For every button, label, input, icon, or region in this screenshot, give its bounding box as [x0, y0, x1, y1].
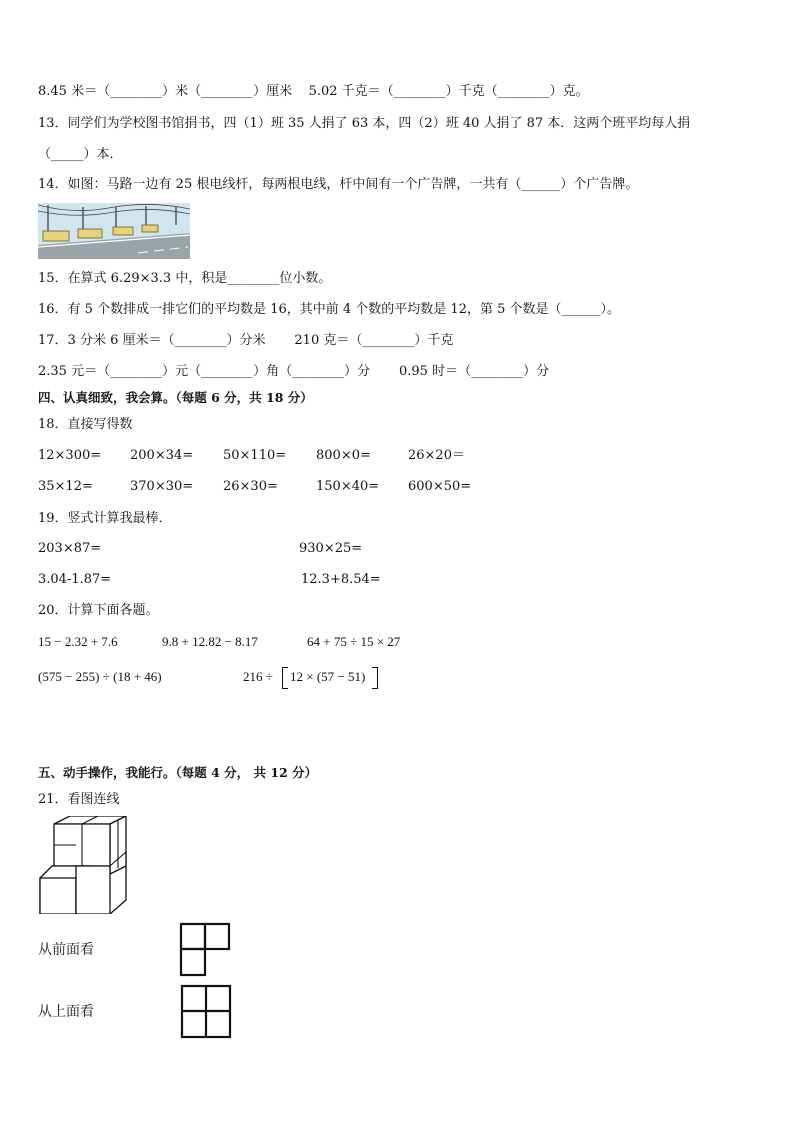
q19-item: 203×87= — [38, 541, 102, 556]
q13-line2: （_____）本． — [38, 147, 123, 162]
front-view-label: 从前面看 — [38, 942, 94, 958]
q18-item: 35×12= — [38, 479, 93, 494]
q17-line1: 17．3 分米 6 厘米＝（________）分米 210 克＝（________）千克 — [38, 333, 454, 348]
q18-item: 26×30= — [223, 479, 278, 494]
q18-item: 26×20＝ — [408, 448, 465, 463]
q20-expr-inner: 12 × (57 − 51) — [290, 669, 366, 684]
q20-expr: 15 − 2.32 + 7.6 — [38, 634, 118, 649]
q21-title: 21．看图连线 — [38, 792, 120, 807]
q18-item: 12×300= — [38, 448, 102, 463]
q19-item: 930×25= — [299, 541, 363, 556]
q18-item: 600×50= — [408, 479, 472, 494]
q18-item: 370×30= — [130, 479, 194, 494]
q20-expr: (575 − 255) ÷ (18 + 46) — [38, 669, 162, 684]
q18-item: 800×0= — [316, 448, 371, 463]
q18-item: 50×110= — [223, 448, 287, 463]
q15-line: 15．在算式 6.29×3.3 中，积是________位小数。 — [38, 271, 332, 286]
q19-title: 19．竖式计算我最棒． — [38, 511, 172, 526]
top-view-label: 从上面看 — [38, 1004, 94, 1020]
left-square-bracket — [282, 667, 288, 689]
q20-title: 20．计算下面各题。 — [38, 603, 159, 618]
q18-title: 18．直接写得数 — [38, 417, 133, 432]
front-view-grid — [179, 922, 231, 978]
right-square-bracket — [372, 667, 378, 689]
q19-item: 12.3+8.54= — [301, 572, 381, 587]
q12-line: 8.45 米＝（________）米（________）厘米 5.02 千克＝（________）千克（________）克。 — [38, 84, 589, 99]
q20-expr: 216 ÷ — [243, 669, 273, 684]
q20-expr: 9.8 + 12.82 − 8.17 — [162, 634, 258, 649]
q16-line: 16．有 5 个数排成一排它们的平均数是 16，其中前 4 个数的平均数是 12，第 5 个数是（______）。 — [38, 302, 620, 317]
top-view-grid — [180, 984, 232, 1040]
section-4-heading: 四、认真细致，我会算。（每题 6 分，共 18 分） — [38, 390, 313, 405]
section-5-heading: 五、动手操作，我能行。（每题 4 分， 共 12 分） — [38, 765, 318, 780]
q19-item: 3.04-1.87= — [38, 572, 112, 587]
roadside-billboard-image — [38, 203, 190, 259]
q13-line1: 13．同学们为学校图书馆捐书，四（1）班 35 人捐了 63 本，四（2）班 40 人捐了 87 本．这两个班平均每人捐 — [38, 116, 691, 131]
q18-item: 200×34= — [130, 448, 194, 463]
cube-stack-figure — [38, 816, 132, 914]
q17-line2: 2.35 元＝（________）元（________）角（________）分 0.95 时＝（________）分 — [38, 364, 550, 379]
q14-line: 14．如图：马路一边有 25 根电线杆，每两根电线，杆中间有一个广告牌，一共有（______）个广告牌。 — [38, 177, 639, 192]
q18-item: 150×40= — [316, 479, 380, 494]
q20-expr: 64 + 75 ÷ 15 × 27 — [307, 634, 401, 649]
